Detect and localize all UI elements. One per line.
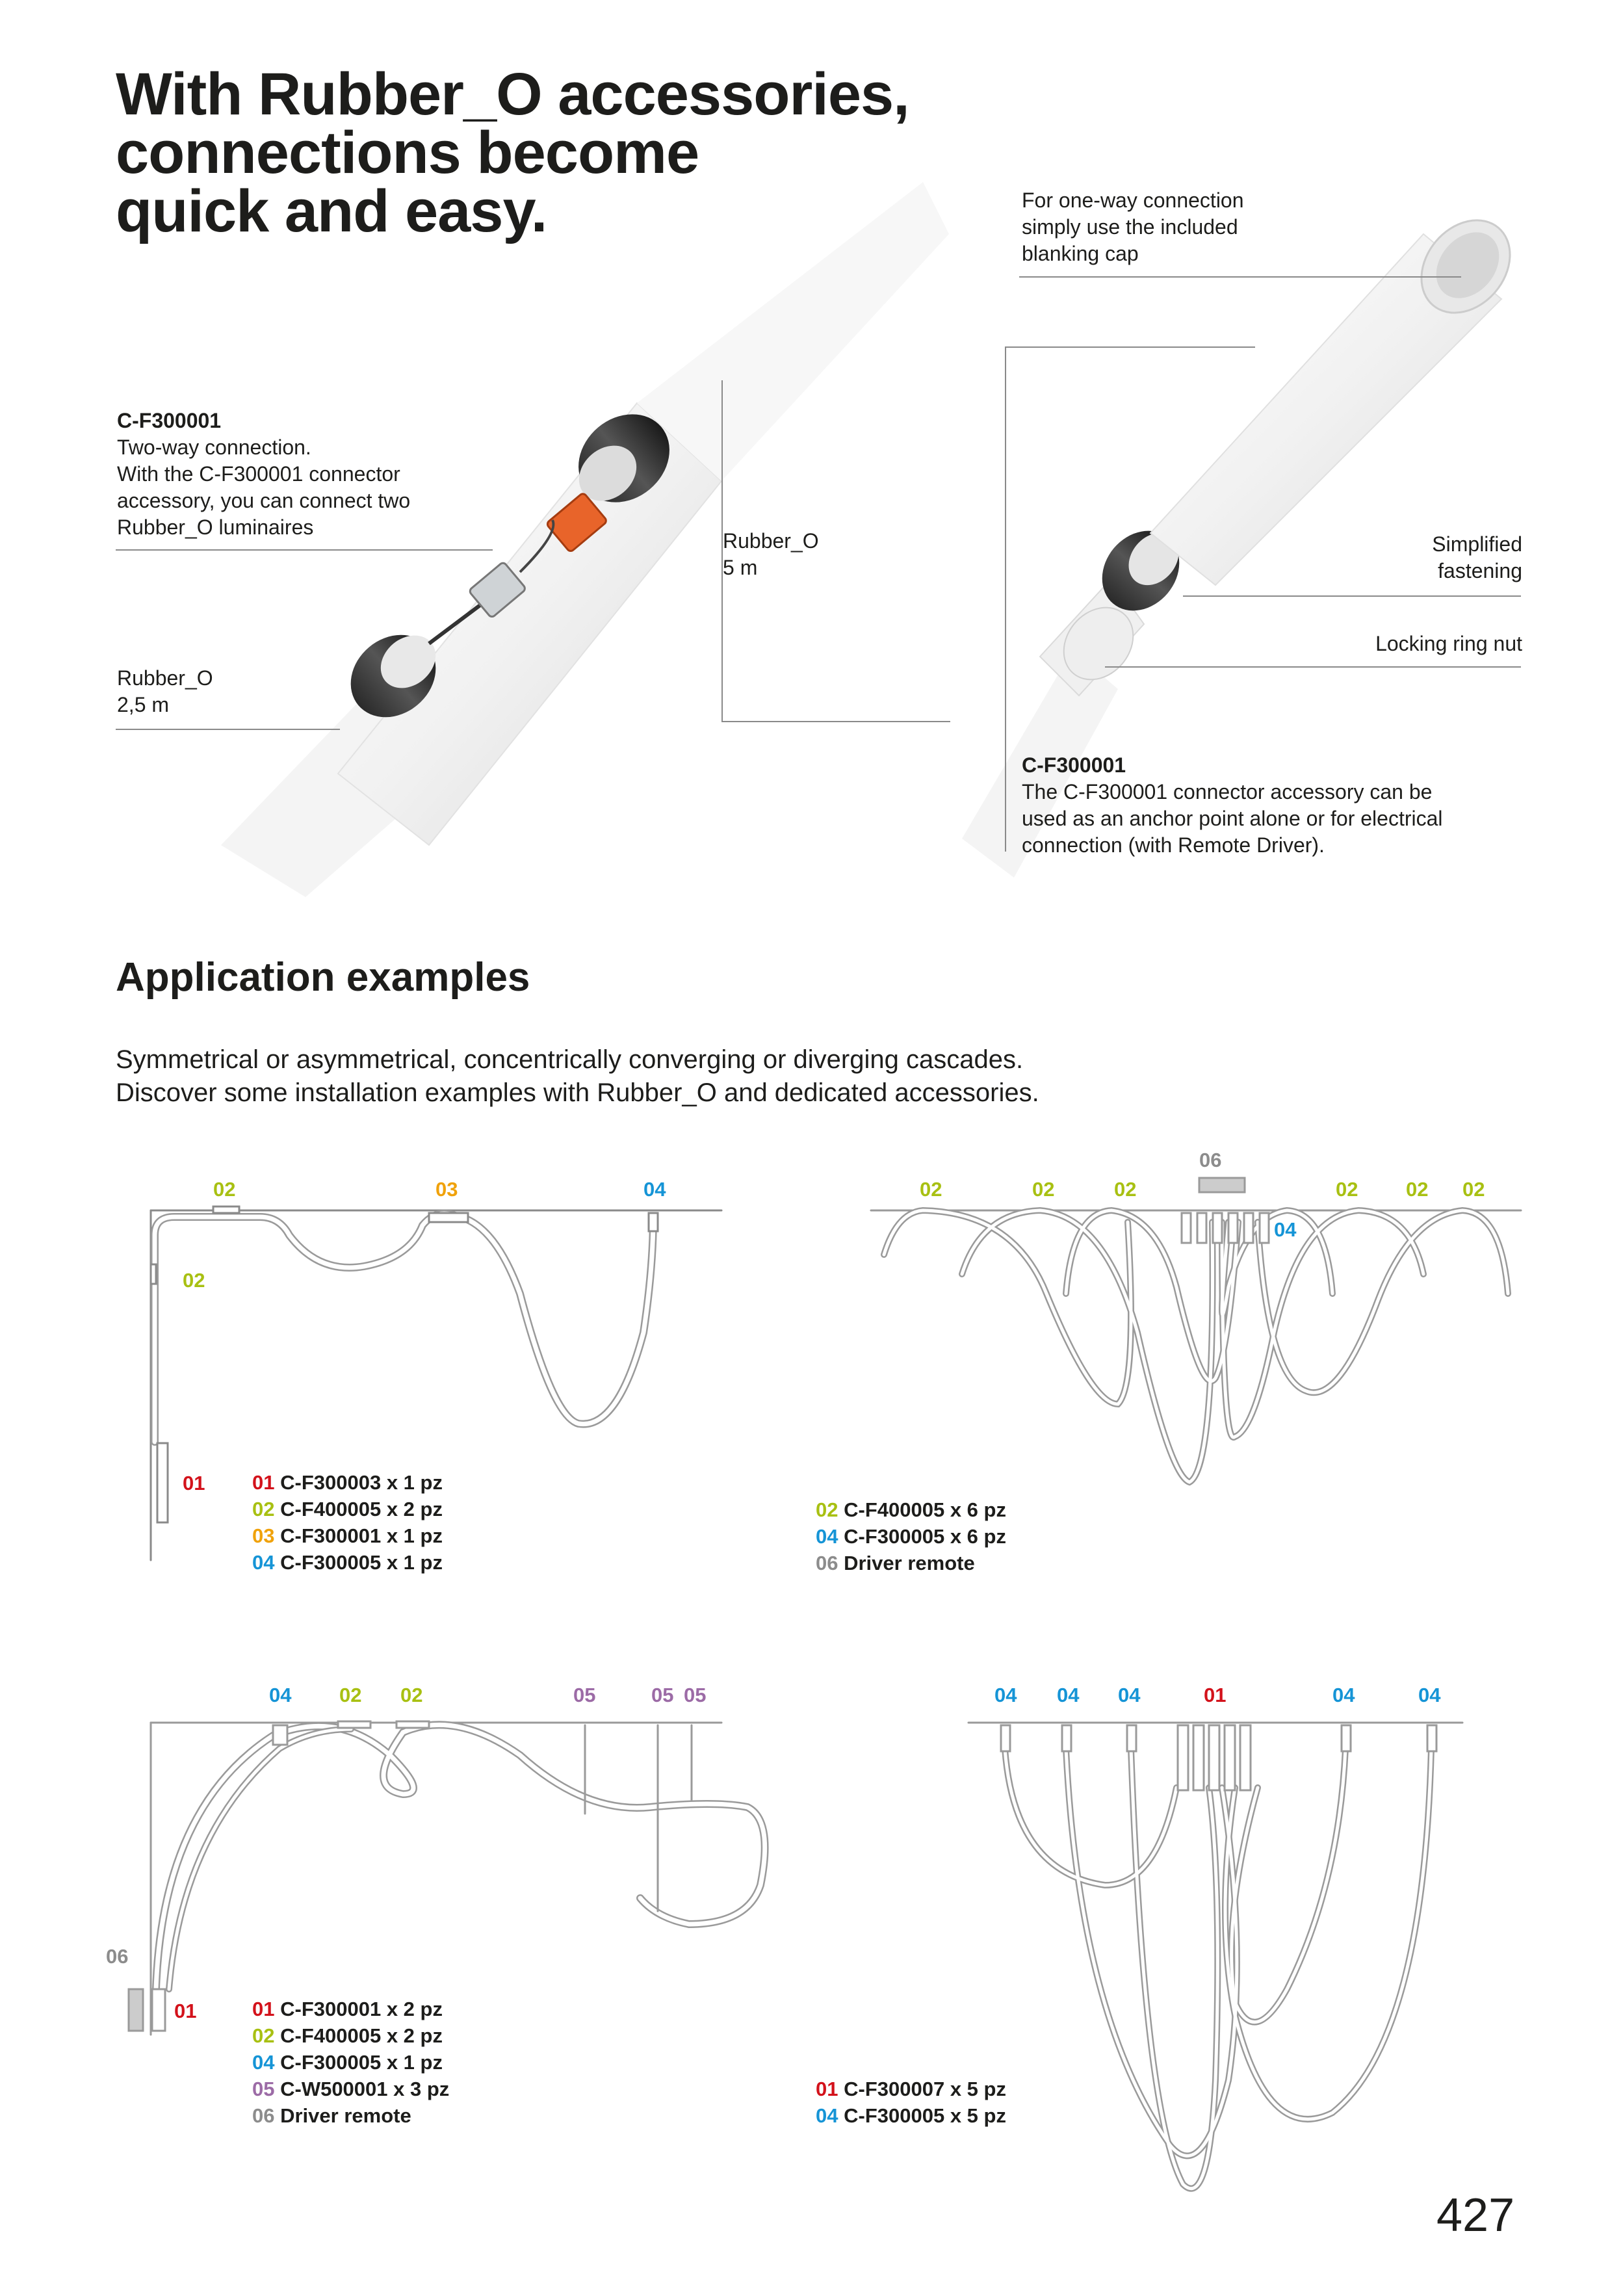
legend-number: 06	[816, 1552, 838, 1574]
diagram-1-label: 04	[643, 1178, 666, 1201]
diagram-1-label: 02	[213, 1178, 236, 1201]
legend-number: 01	[816, 2078, 838, 2100]
legend-row	[816, 2076, 1006, 2102]
diagram-2-label: 02	[1114, 1178, 1137, 1201]
headline-line-3: quick and easy.	[116, 178, 547, 244]
diagram-3-label: 06	[106, 1945, 129, 1968]
callout-text: accessory, you can connect two	[117, 489, 411, 512]
diagram-3-label: 02	[400, 1684, 423, 1706]
legend-number: 04	[816, 2104, 838, 2127]
legend-number: 04	[252, 2051, 275, 2074]
callout-text: For one-way connection	[1022, 189, 1244, 212]
legend-row	[816, 1523, 1006, 1550]
diagram-1-label: 02	[183, 1269, 205, 1292]
diagram-2-label: 06	[1199, 1149, 1222, 1171]
diagram-1-legend	[252, 1469, 443, 1576]
legend-number: 04	[816, 1525, 838, 1548]
application-title: Application examples	[116, 955, 530, 1000]
legend-text: C-F400005 x 6 pz	[844, 1498, 1006, 1521]
diagram-1-label: 03	[435, 1178, 458, 1201]
callout-text: 5 m	[723, 556, 758, 579]
diagram-2-drawing	[871, 1178, 1521, 1482]
callout-text: used as an anchor point alone or for electrical	[1022, 807, 1443, 830]
application-desc-line: Symmetrical or asymmetrical, concentrically converging or diverging cascades.	[116, 1045, 1024, 1074]
legend-row	[816, 2102, 1006, 2129]
callout-text: Two-way connection.	[117, 436, 311, 459]
application-desc-line: Discover some installation examples with Rubber_O and dedicated accessories.	[116, 1078, 1039, 1107]
diagram-3-label: 05	[573, 1684, 596, 1706]
legend-row	[816, 1550, 1006, 1576]
diagram-4-label: 04	[1418, 1684, 1441, 1706]
legend-number: 02	[252, 2024, 275, 2047]
legend-row	[252, 1996, 449, 2022]
legend-text: C-F300005 x 1 pz	[280, 1551, 443, 1574]
callout-text: 2,5 m	[117, 693, 170, 716]
callout-text: fastening	[1438, 559, 1522, 582]
diagram-4-label: 04	[1118, 1684, 1141, 1706]
diagram-3-legend	[252, 1996, 449, 2129]
diagram-3-label: 02	[339, 1684, 362, 1706]
callout-text: connection (with Remote Driver).	[1022, 833, 1325, 857]
headline-line-1: With Rubber_O accessories,	[116, 61, 909, 127]
callout-text: Rubber_O	[723, 529, 819, 553]
diagram-1-label: 01	[183, 1472, 205, 1494]
legend-text: Driver remote	[280, 2104, 411, 2127]
legend-text: C-F400005 x 2 pz	[280, 1498, 443, 1520]
diagram-2-legend	[816, 1496, 1006, 1576]
legend-number: 01	[252, 1471, 275, 1494]
callout-text: The C-F300001 connector accessory can be	[1022, 780, 1433, 803]
legend-text: C-F300005 x 1 pz	[280, 2051, 443, 2074]
diagram-2-label: 04	[1274, 1218, 1297, 1241]
legend-text: C-F300005 x 5 pz	[844, 2104, 1006, 2127]
legend-text: C-F300005 x 6 pz	[844, 1525, 1006, 1548]
legend-row	[252, 2022, 449, 2049]
legend-text: C-W500001 x 3 pz	[280, 2078, 450, 2100]
legend-number: 04	[252, 1551, 275, 1574]
callout-text: Locking ring nut	[1375, 632, 1522, 655]
diagram-2-label: 02	[1336, 1178, 1358, 1201]
legend-number: 06	[252, 2104, 275, 2127]
callout-text: simply use the included	[1022, 215, 1238, 239]
diagram-2-label: 02	[1032, 1178, 1055, 1201]
legend-number: 02	[816, 1498, 838, 1521]
diagram-4-drawing	[968, 1723, 1462, 2189]
legend-text: C-F300001 x 1 pz	[280, 1524, 443, 1547]
legend-text: C-F300001 x 2 pz	[280, 1998, 443, 2020]
legend-row	[252, 2076, 449, 2102]
diagram-3-label: 05	[651, 1684, 674, 1706]
diagram-3-label: 01	[174, 2000, 197, 2022]
callout-text: With the C-F300001 connector	[117, 462, 400, 486]
diagram-4-label: 01	[1204, 1684, 1227, 1706]
legend-row	[252, 1496, 443, 1522]
legend-row	[252, 1469, 443, 1496]
legend-row	[252, 2049, 449, 2076]
callout-text: blanking cap	[1022, 242, 1139, 265]
diagram-2-label: 02	[1462, 1178, 1485, 1201]
legend-text: C-F400005 x 2 pz	[280, 2024, 443, 2047]
legend-number: 05	[252, 2078, 275, 2100]
legend-text: C-F300007 x 5 pz	[844, 2078, 1006, 2100]
legend-number: 02	[252, 1498, 275, 1520]
legend-number: 03	[252, 1524, 275, 1547]
legend-row	[252, 1549, 443, 1576]
legend-text: Driver remote	[844, 1552, 975, 1574]
legend-row	[816, 1496, 1006, 1523]
diagram-4-label: 04	[1057, 1684, 1080, 1706]
diagram-2-label: 02	[920, 1178, 942, 1201]
legend-number: 01	[252, 1998, 275, 2020]
callout-text: Simplified	[1432, 532, 1522, 556]
diagram-3-drawing	[129, 1721, 765, 2035]
legend-row	[252, 2102, 449, 2129]
callout-text: Rubber_O	[117, 666, 213, 690]
diagram-3-label: 04	[269, 1684, 292, 1706]
diagram-3-label: 05	[684, 1684, 707, 1706]
callout-code: C-F300001	[117, 409, 222, 432]
legend-text: C-F300003 x 1 pz	[280, 1471, 443, 1494]
diagram-4-label: 04	[1332, 1684, 1355, 1706]
diagram-4-label: 04	[994, 1684, 1017, 1706]
legend-row	[252, 1522, 443, 1549]
headline-line-2: connections become	[116, 120, 699, 186]
diagram-2-label: 02	[1406, 1178, 1429, 1201]
callout-code: C-F300001	[1022, 753, 1126, 777]
diagram-4-legend	[816, 2076, 1006, 2129]
page-number: 427	[1436, 2189, 1515, 2241]
callout-text: Rubber_O luminaires	[117, 515, 314, 539]
